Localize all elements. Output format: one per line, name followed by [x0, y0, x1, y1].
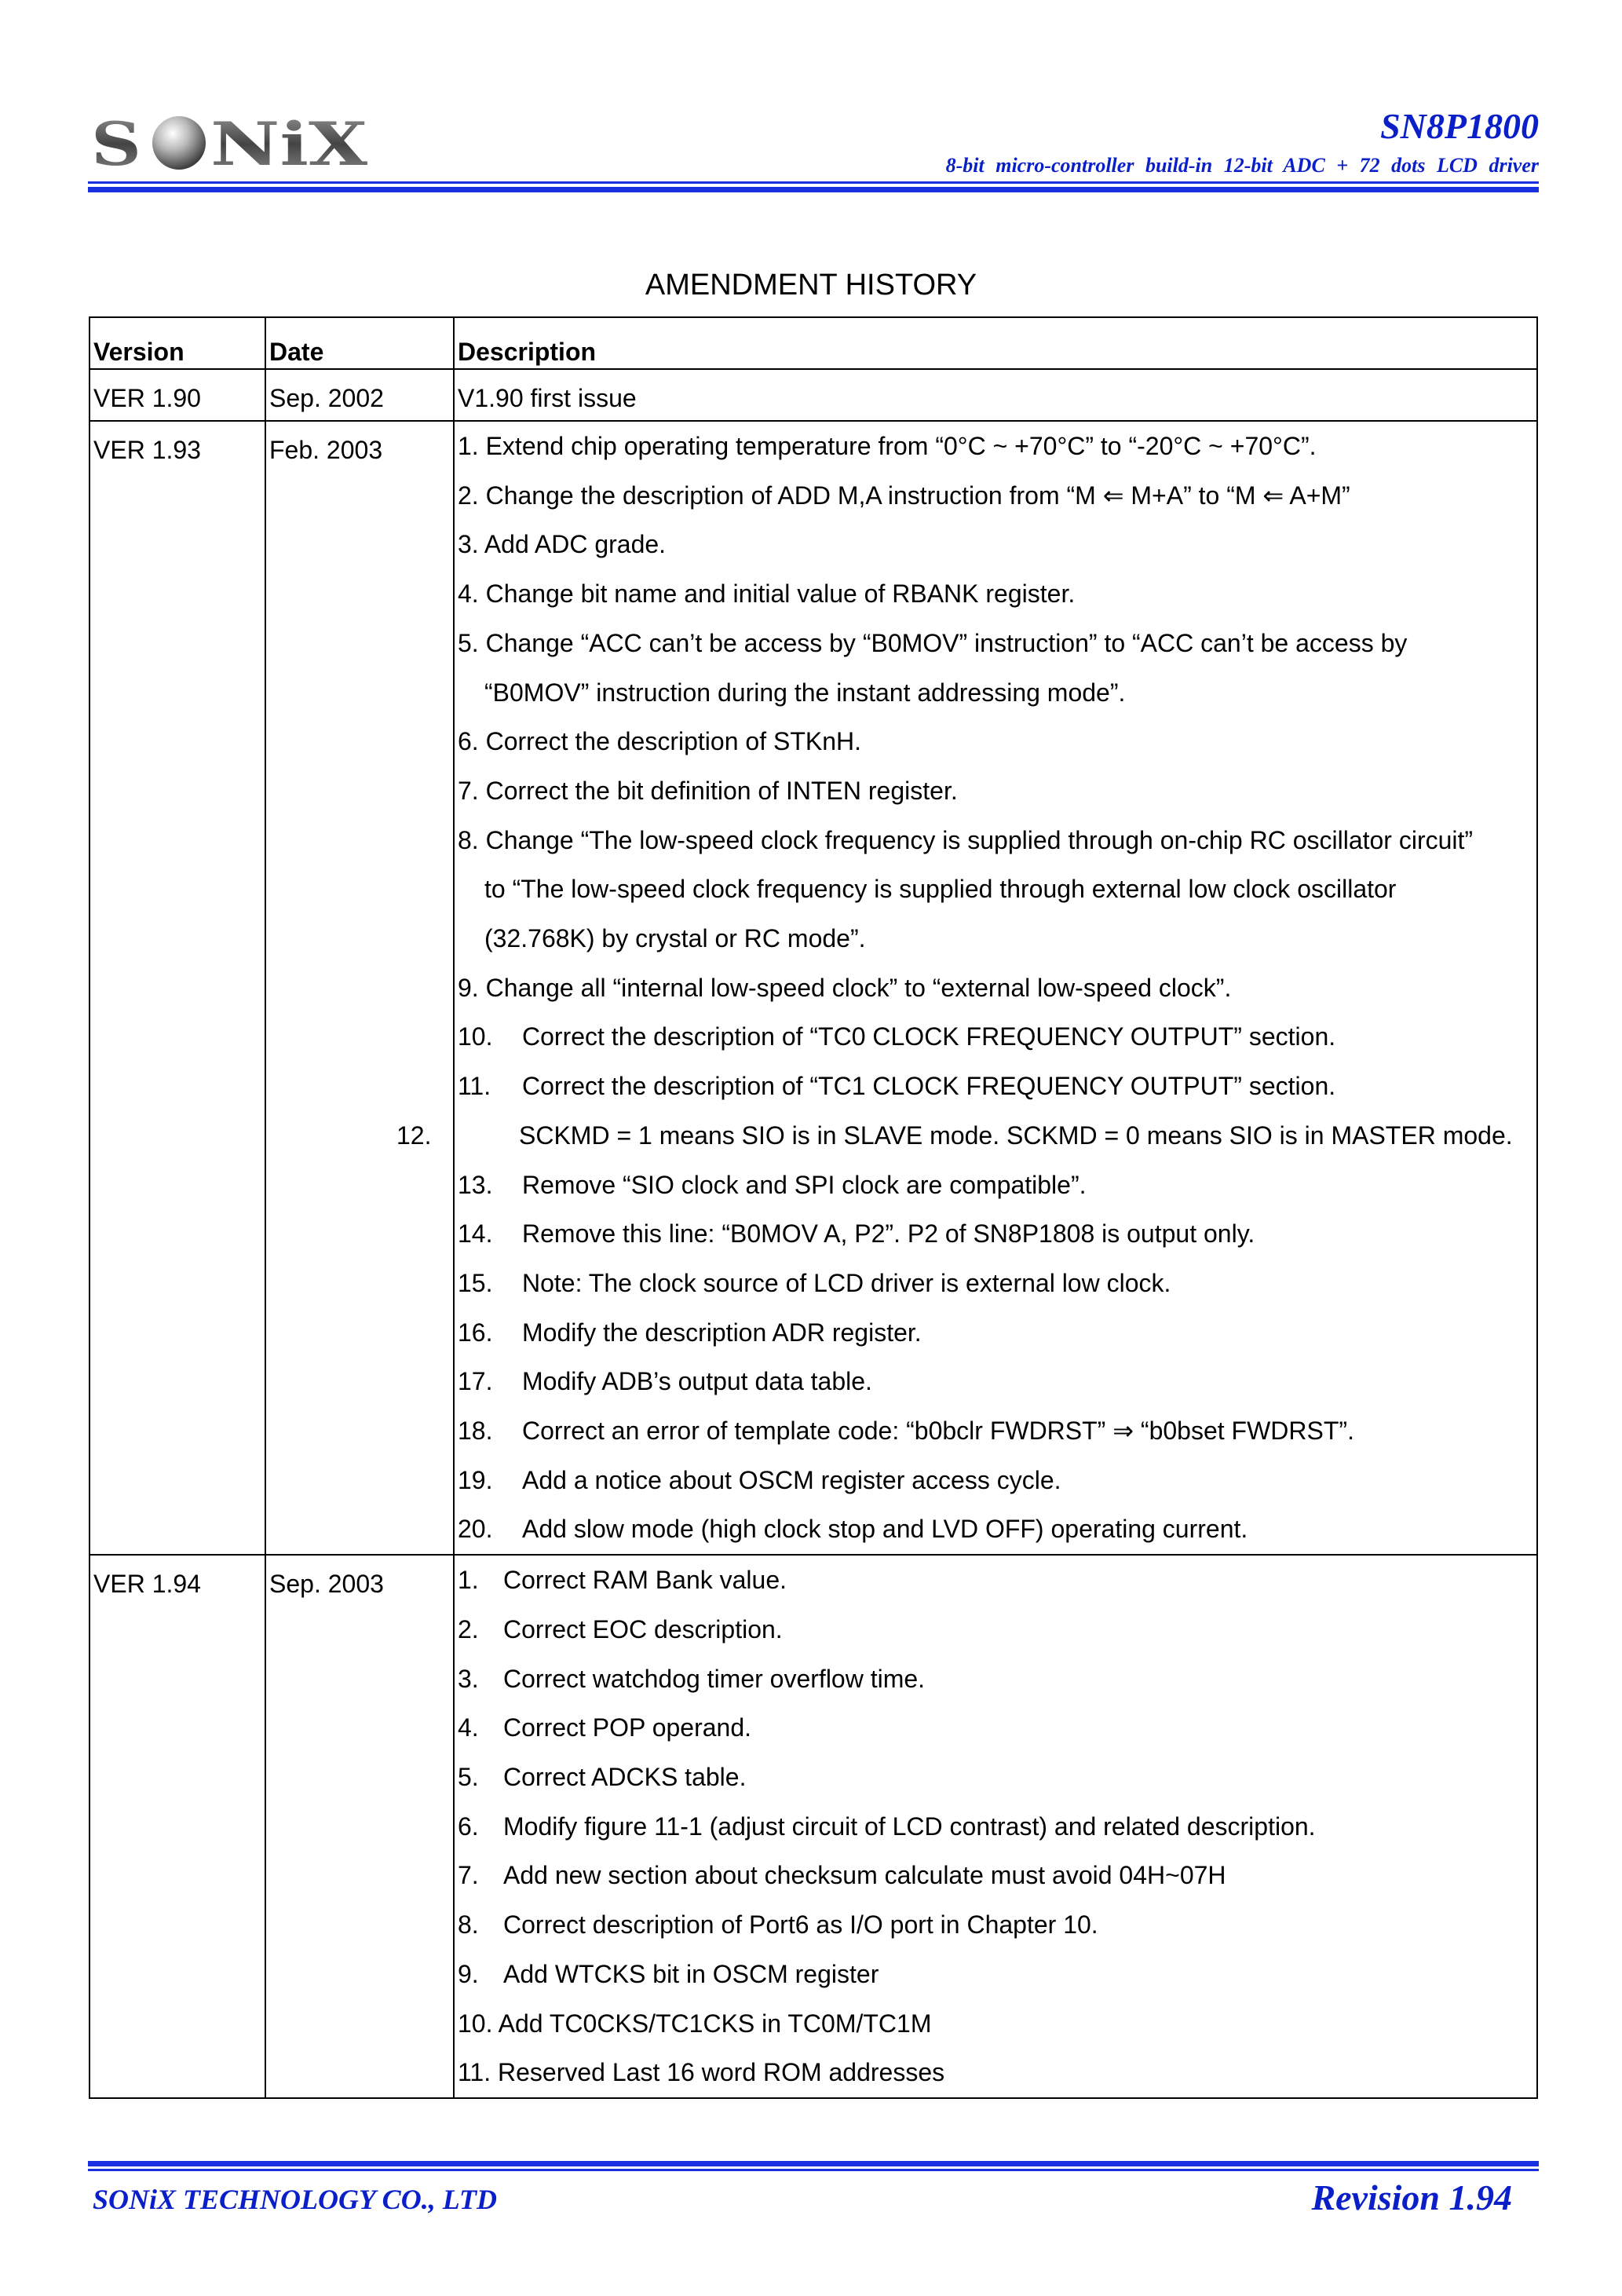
footer-divider-thick	[88, 2161, 1539, 2166]
footer-company: SONiX TECHNOLOGY CO., LTD	[93, 2184, 498, 2215]
description-entry: 5. Change “ACC can’t be access by “B0MOV” instruction” to “ACC can’t be access by “B0MOV” instruction during the instant addressing mode”.	[458, 628, 1408, 707]
description-entry: 11. Reserved Last 16 word ROM addresses	[458, 2058, 945, 2087]
sonix-logo	[91, 115, 367, 171]
description-entry: 12. SCKMD = 1 means SIO is in SLAVE mode. SCKMD = 0 means SIO is in MASTER mode.	[396, 1121, 1513, 1150]
document-title: SN8P1800	[1380, 106, 1539, 146]
table-row	[90, 369, 1537, 421]
description-entry: V1.90 first issue	[458, 384, 637, 412]
column-header-date: Date	[265, 317, 454, 369]
footer-divider-thin	[88, 2169, 1539, 2171]
header-divider-thin	[88, 181, 1539, 184]
date-cell: Sep. 2002	[265, 369, 454, 421]
description-entry: 3. Correct watchdog timer overflow time.	[458, 1664, 926, 1693]
description-entry: 1. Correct RAM Bank value.	[458, 1566, 787, 1595]
description-cell	[454, 1555, 1537, 2098]
section-title: AMENDMENT HISTORY	[645, 269, 977, 302]
table-header-row	[90, 317, 1537, 369]
description-entry: 10. Add TC0CKS/TC1CKS in TC0M/TC1M	[458, 2009, 932, 2038]
description-entry: 9. Change all “internal low-speed clock” to “external low-speed clock”.	[458, 973, 1232, 1002]
description-cell	[454, 369, 1537, 421]
description-entry: 13. Remove “SIO clock and SPI clock are compatible”.	[458, 1170, 1087, 1199]
amendment-history-table	[89, 316, 1538, 2099]
description-entry: 19. Add a notice about OSCM register access cycle.	[458, 1465, 1061, 1494]
column-header-version: Version	[90, 317, 265, 369]
description-entry: 6. Correct the description of STKnH.	[458, 727, 861, 756]
date-cell: Sep. 2003	[265, 1555, 454, 2098]
description-entry: 4. Change bit name and initial value of RBANK register.	[458, 579, 1076, 609]
description-entry: 20. Add slow mode (high clock stop and LVD OFF) operating current.	[458, 1515, 1248, 1544]
version-cell: VER 1.93	[90, 421, 265, 1555]
description-entry: 8. Correct description of Port6 as I/O port in Chapter 10.	[458, 1910, 1098, 1940]
description-entry: 6. Modify figure 11-1 (adjust circuit of LCD contrast) and related description.	[458, 1812, 1316, 1841]
column-header-description: Description	[454, 317, 1537, 369]
document-subtitle: 8-bit micro-controller build-in 12-bit ADC + 72 dots LCD driver	[945, 154, 1539, 177]
header-divider-thick	[88, 187, 1539, 192]
description-entry: 8. Change “The low-speed clock frequency is supplied through on-chip RC oscillator circuit” to “The low-speed clock frequency is supplied through external low clock oscillator (32.768K) by crystal or RC mode”.	[458, 825, 1474, 953]
description-entry: 5. Correct ADCKS table.	[458, 1762, 747, 1791]
description-entry: 2. Change the description of ADD M,A instruction from “M ⇐ M+A” to “M ⇐ A+M”	[458, 481, 1350, 510]
description-entry: 2. Correct EOC description.	[458, 1614, 783, 1643]
footer-revision: Revision 1.94	[1311, 2177, 1512, 2217]
table-row	[90, 421, 1537, 1555]
description-entry: 7. Correct the bit definition of INTEN register.	[458, 776, 958, 805]
description-entry: 17. Modify ADB’s output data table.	[458, 1367, 872, 1396]
description-entry: 10. Correct the description of “TC0 CLOCK FREQUENCY OUTPUT” section.	[458, 1022, 1336, 1051]
version-cell: VER 1.90	[90, 369, 265, 421]
description-entry: 16. Modify the description ADR register.	[458, 1318, 922, 1347]
table-row	[90, 1555, 1537, 2098]
description-entry: 7. Add new section about checksum calculate must avoid 04H~07H	[458, 1861, 1226, 1890]
date-cell: Feb. 2003	[265, 421, 454, 1555]
description-entry: 11. Correct the description of “TC1 CLOCK FREQUENCY OUTPUT” section.	[458, 1072, 1336, 1101]
description-entry: 15. Note: The clock source of LCD driver is external low clock.	[458, 1268, 1171, 1297]
description-entry: 3. Add ADC grade.	[458, 530, 667, 559]
version-cell: VER 1.94	[90, 1555, 265, 2098]
description-entry: 1. Extend chip operating temperature from “0°C ~ +70°C” to “-20°C ~ +70°C”.	[458, 432, 1317, 460]
description-cell	[396, 421, 1537, 1555]
svg-text:NiX: NiX	[210, 115, 367, 171]
description-entry: 14. Remove this line: “B0MOV A, P2”. P2 of SN8P1808 is output only.	[458, 1219, 1255, 1249]
description-entry: 4. Correct POP operand.	[458, 1713, 752, 1742]
description-entry: 18. Correct an error of template code: “b0bclr FWDRST” ⇒ “b0bset FWDRST”.	[458, 1417, 1354, 1446]
svg-text:S: S	[91, 115, 141, 171]
description-entry: 9. Add WTCKS bit in OSCM register	[458, 1959, 879, 1988]
